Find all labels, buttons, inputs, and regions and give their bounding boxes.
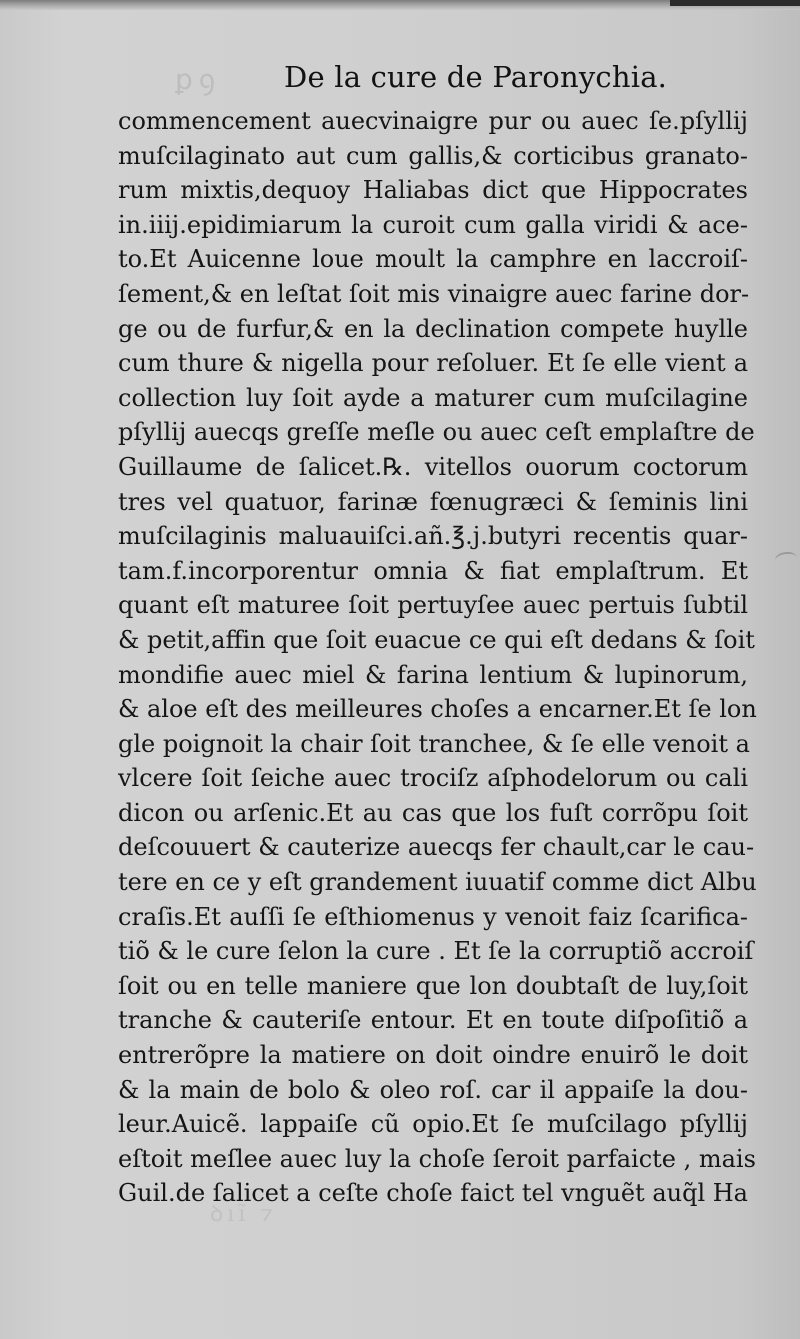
text-line: cum thure & nigella pour reſoluer. Et ſe elle vient a bbox=[118, 349, 748, 378]
body-text bbox=[118, 104, 757, 1211]
text-line: tere en ce y eſt grandement iuuatif comme dict Albu bbox=[118, 868, 757, 897]
text-line: ſoit ou en telle maniere que lon doubtaſt de luy,ſoit bbox=[118, 971, 748, 1000]
text-line: in.iiij.epidimiarum la curoit cum galla viridi & ace- bbox=[118, 210, 748, 239]
text-line: & la main de bolo & oleo roſ. car il appaiſe la dou- bbox=[118, 1075, 748, 1104]
text-line: pſyllij auecqs greſſe meſle ou auec ceſt emplaſtre de bbox=[118, 418, 755, 447]
text-line: tiõ & le cure ſelon la cure . Et ſe la corruptiõ accroiſ bbox=[118, 937, 754, 966]
text-line: & aloe eſt des meilleures choſes a encarner.Et ſe lon bbox=[118, 695, 757, 724]
text-line: tranche & cauteriſe entour. Et en toute diſpoſitiõ a bbox=[118, 1006, 748, 1035]
text-line: tres vel quatuor, farinæ fœnugræci & ſeminis lini bbox=[118, 487, 748, 516]
text-line: entrerõpre la matiere on doit oindre enuirõ le doit bbox=[118, 1041, 748, 1070]
running-head: De la cure de Paronychia. bbox=[284, 60, 668, 94]
show-through-text: ꝺıı̃ ⁊ bbox=[210, 1202, 277, 1227]
text-line: tam.f.incorporentur omnia & fiat emplaſtrum. Et bbox=[118, 556, 748, 585]
text-line: vlcere ſoit ſeiche auec trociſz aſphodelorum ou cali bbox=[118, 764, 748, 793]
show-through-text: ꝑꝯ bbox=[175, 63, 222, 96]
text-line: quant eſt maturee ſoit pertuyſee auec pertuis ſubtil bbox=[118, 591, 748, 620]
text-line: muſcilaginato aut cum gallis,& corticibus granato- bbox=[118, 141, 748, 170]
text-line: eſtoit meſlee auec luy la choſe ſeroit parfaicte , mais bbox=[118, 1144, 756, 1173]
text-line: mondifie auec miel & farina lentium & lupinorum, bbox=[118, 660, 748, 689]
text-line: deſcouuert & cauterize auecqs fer chault,car le cau- bbox=[118, 833, 755, 862]
text-line: gle poignoit la chair ſoit tranchee, & ſe elle venoit a bbox=[118, 729, 750, 758]
text-line: muſcilaginis maluauiſci.añ.℥.j.butyri recentis quar- bbox=[118, 522, 748, 551]
text-line: craſis.Et auſſi ſe eſthiomenus y venoit faiz ſcarifica- bbox=[118, 902, 748, 931]
text-line: Guillaume de ſalicet.℞. vitellos ouorum coctorum bbox=[118, 452, 748, 481]
text-line: Guil.de ſalicet a ceſte choſe faict tel vnguẽt auq̃l Ha bbox=[118, 1179, 748, 1208]
margin-mark bbox=[774, 551, 798, 568]
text-line: commencement auecvinaigre pur ou auec ſe.pſyllij bbox=[118, 107, 748, 135]
text-line: rum mixtis,dequoy Haliabas dict que Hippocrates bbox=[118, 176, 748, 205]
text-line: collection luy ſoit ayde a maturer cum muſcilagine bbox=[118, 383, 748, 412]
page-top-edge bbox=[0, 0, 800, 10]
text-line: ge ou de furfur,& en la declination compete huylle bbox=[118, 314, 748, 343]
text-line: & petit,affin que ſoit euacue ce qui eſt dedans & ſoit bbox=[118, 625, 755, 654]
text-line: dicon ou arſenic.Et au cas que los fuſt corrõpu ſoit bbox=[118, 798, 748, 827]
text-line: to.Et Auicenne loue moult la camphre en laccroiſ- bbox=[118, 245, 748, 274]
text-line: ſement,& en leſtat ſoit mis vinaigre auec farine dor- bbox=[118, 279, 750, 308]
text-line: leur.Auicẽ. lappaiſe cũ opio.Et ſe muſcilago pſyllij bbox=[118, 1110, 748, 1139]
